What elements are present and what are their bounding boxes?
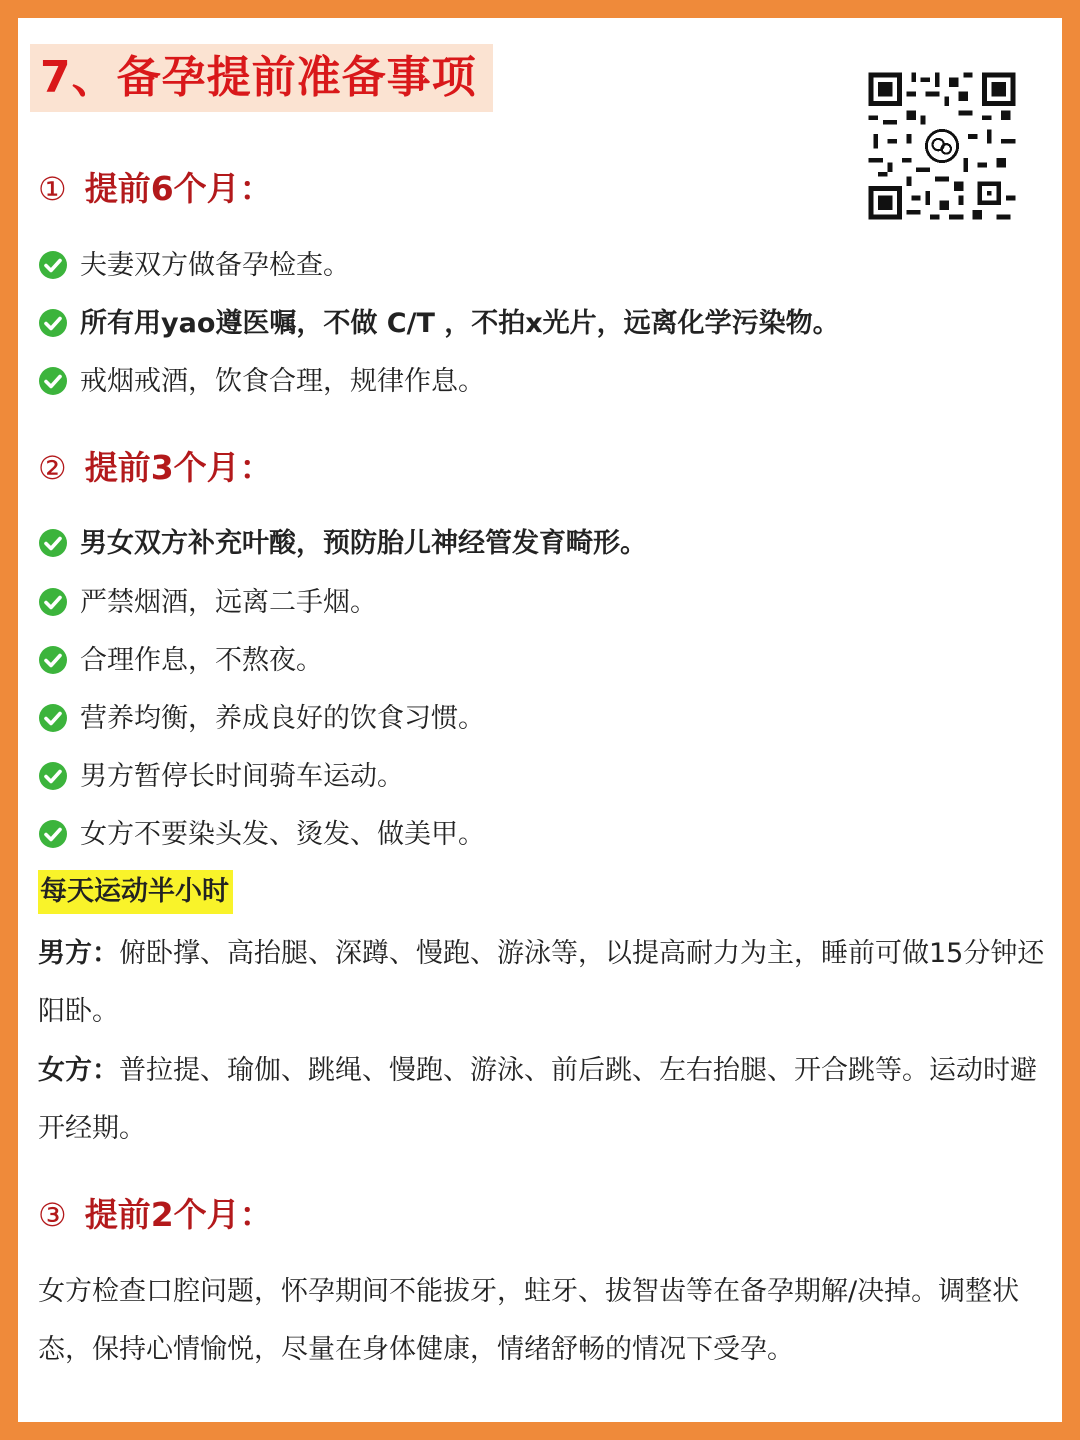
check-icon [38, 308, 68, 338]
page-title: 7、备孕提前准备事项 [30, 44, 493, 112]
female-exercise-text: 普拉提、瑜伽、跳绳、慢跑、游泳、前后跳、左右抬腿、开合跳等。运动时避开经期。 [38, 1055, 1037, 1144]
section-heading-3-months [38, 443, 273, 493]
list-item [38, 522, 647, 566]
section-title: 提前3个月： [84, 448, 273, 487]
check-icon [38, 528, 68, 558]
check-icon [38, 587, 68, 617]
list-item-text: 男方暂停长时间骑车运动。 [80, 761, 404, 792]
two-month-paragraph: 女方检查口腔问题，怀孕期间不能拔牙，蛀牙、拔智齿等在备孕期解/决掉。调整状态，保持心情愉悦，尽量在身体健康，情绪舒畅的情况下受孕。 [38, 1276, 1020, 1365]
list-item [38, 697, 485, 741]
list-item-text: 女方不要染头发、烫发、做美甲。 [80, 819, 485, 850]
list-item-text: 夫妻双方做备孕检查。 [80, 250, 350, 281]
male-label: 男方： [38, 938, 119, 969]
section-number: ③ [38, 1196, 67, 1234]
female-exercise-paragraph [38, 1042, 1048, 1158]
section-title: 提前2个月： [84, 1195, 273, 1234]
check-icon [38, 819, 68, 849]
section-title: 提前6个月： [84, 169, 273, 208]
male-exercise-paragraph [38, 925, 1048, 1041]
list-item-text: 营养均衡，养成良好的饮食习惯。 [80, 703, 485, 734]
section-heading-6-months [38, 164, 273, 214]
list-item [38, 244, 350, 288]
list-item [38, 755, 404, 799]
section-number: ② [38, 449, 67, 487]
check-icon [38, 366, 68, 396]
female-label: 女方： [38, 1055, 119, 1086]
page-card [18, 18, 1062, 1422]
check-icon [38, 703, 68, 733]
check-icon [38, 761, 68, 791]
list-item [38, 360, 485, 404]
exercise-highlight: 每天运动半小时 [38, 870, 233, 914]
list-item-text: 所有用yao遵医嘱，不做 C/T ，不拍x光片，远离化学污染物。 [80, 308, 840, 339]
list-item-text: 戒烟戒酒，饮食合理，规律作息。 [80, 366, 485, 397]
check-icon [38, 250, 68, 280]
section-number: ① [38, 170, 67, 208]
section-heading-2-months [38, 1190, 273, 1240]
list-item-text: 合理作息，不熬夜。 [80, 645, 323, 676]
list-item [38, 581, 377, 625]
list-item [38, 639, 323, 683]
list-item-text: 男女双方补充叶酸，预防胎儿神经管发育畸形。 [80, 528, 647, 559]
list-item [38, 813, 485, 857]
list-item-text: 严禁烟酒，远离二手烟。 [80, 587, 377, 618]
male-exercise-text: 俯卧撑、高抬腿、深蹲、慢跑、游泳等，以提高耐力为主，睡前可做15分钟还阳卧。 [38, 938, 1045, 1027]
list-item [38, 302, 840, 346]
check-icon [38, 645, 68, 675]
qr-code-icon [864, 68, 1020, 224]
